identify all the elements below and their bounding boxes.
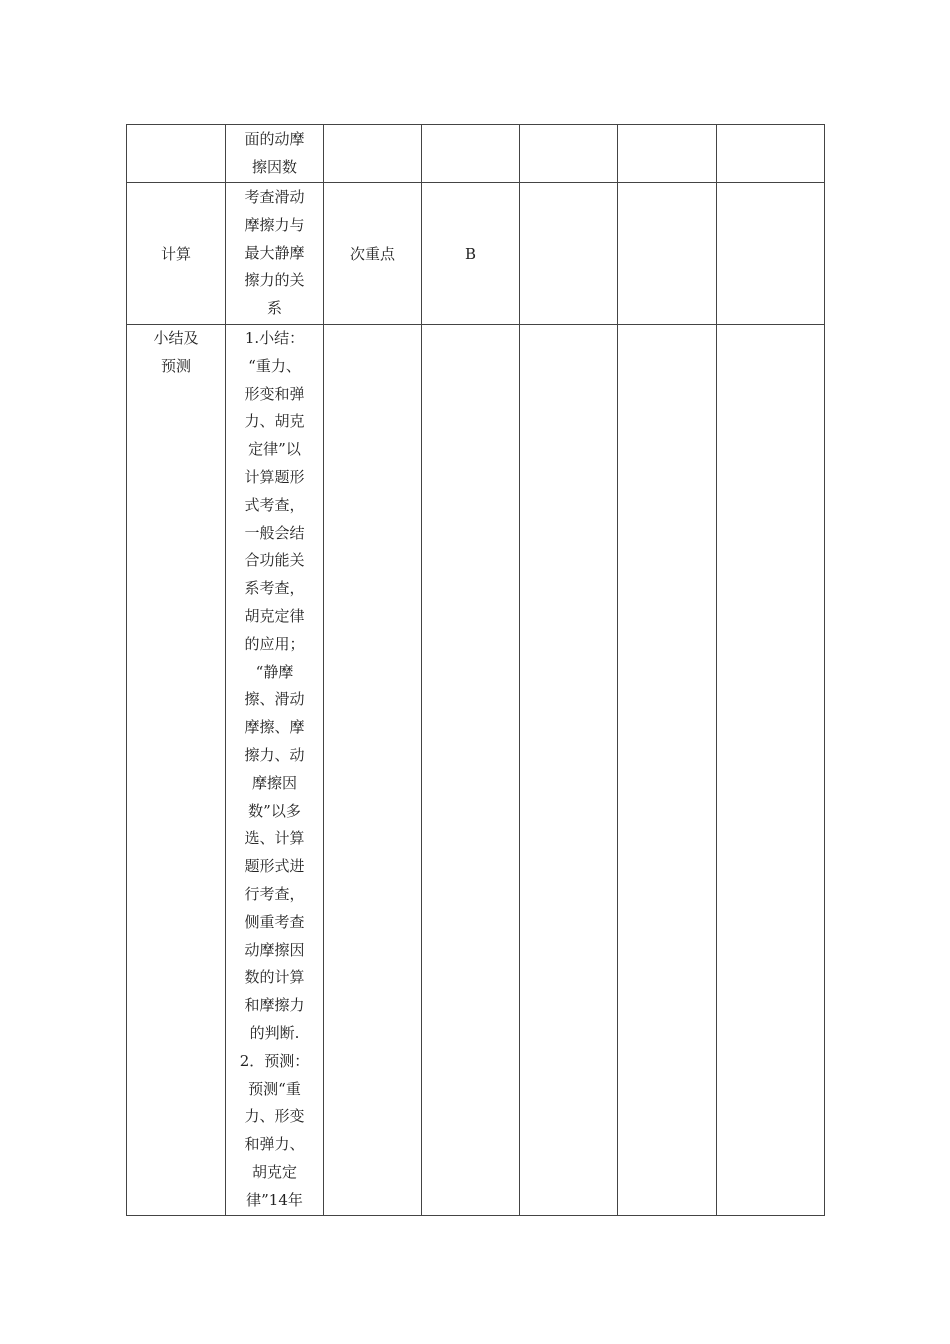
summary-line: 计算题形 [244, 467, 305, 486]
table-cell [324, 183, 422, 325]
summary-line: 胡克定 [251, 1162, 297, 1181]
table-cell [520, 325, 618, 1216]
summary-cell [226, 325, 324, 1216]
table-cell [520, 125, 618, 183]
table-cell [422, 183, 520, 325]
summary-line: 侧重考查 [244, 912, 305, 931]
summary-line: 行考查， [244, 884, 305, 903]
summary-line: 式考查， [244, 495, 305, 514]
level-label: B [464, 244, 477, 263]
cell-line: 预测 [160, 356, 191, 375]
summary-line: 和摩擦力 [244, 996, 305, 1015]
cell-line: 擦力的关 [244, 271, 305, 290]
summary-line: 力、胡克 [244, 412, 305, 431]
summary-line: “重力、 [248, 356, 301, 375]
table-cell [127, 125, 226, 183]
document-table [126, 124, 825, 1216]
table-cell [618, 183, 717, 325]
summary-line: 2．预测： [239, 1051, 310, 1070]
summary-line: 合功能关 [244, 551, 305, 570]
summary-line: 胡克定律 [244, 606, 305, 625]
cell-line: 摩擦力与 [244, 215, 305, 234]
table-cell [520, 183, 618, 325]
table-cell [324, 325, 422, 1216]
summary-line: 的应用； [244, 634, 305, 653]
table-cell [226, 183, 324, 325]
table-cell [618, 325, 717, 1216]
summary-line: 形变和弹 [244, 384, 305, 403]
cell-line: 最大静摩 [244, 243, 305, 262]
importance-label: 次重点 [349, 244, 395, 263]
summary-line: 和弹力、 [244, 1135, 305, 1154]
table-cell [717, 183, 825, 325]
summary-line: 选、计算 [244, 829, 305, 848]
cell-line: 面的动摩 [244, 129, 305, 148]
table-row [127, 125, 825, 183]
summary-line: 擦力、动 [244, 745, 305, 764]
summary-line: 动摩擦因 [244, 940, 305, 959]
summary-line: 摩擦因 [251, 773, 297, 792]
summary-line: 摩擦、摩 [244, 718, 305, 737]
table-cell [618, 125, 717, 183]
cell-line: 系 [266, 299, 282, 318]
summary-line: 定律”以 [248, 440, 301, 459]
summary-line: 预测“重 [248, 1079, 301, 1098]
table-cell [422, 125, 520, 183]
summary-line: 一般会结 [244, 523, 305, 542]
summary-line: 力、形变 [244, 1107, 305, 1126]
table-cell [324, 125, 422, 183]
table-cell [717, 125, 825, 183]
summary-line: 律”14年 [246, 1190, 303, 1209]
summary-line: “静摩 [255, 662, 294, 681]
table-cell [127, 325, 226, 1216]
category-label: 计算 [160, 244, 191, 263]
cell-line: 小结及 [153, 329, 199, 347]
summary-line: 系考查， [244, 579, 305, 598]
summary-line: 擦、滑动 [244, 690, 305, 709]
summary-line: 题形式进 [244, 857, 305, 876]
table-row [127, 325, 825, 1216]
cell-line: 擦因数 [251, 157, 297, 176]
table-row [127, 183, 825, 325]
table-cell [717, 325, 825, 1216]
table-cell [226, 125, 324, 183]
summary-line: 数的计算 [244, 968, 305, 987]
summary-line: 数”以多 [248, 801, 301, 820]
table-cell [422, 325, 520, 1216]
cell-line: 考查滑动 [244, 188, 305, 206]
table-cell [127, 183, 226, 325]
summary-line: 1.小结： [244, 329, 305, 347]
summary-line: 的判断. [249, 1023, 300, 1042]
